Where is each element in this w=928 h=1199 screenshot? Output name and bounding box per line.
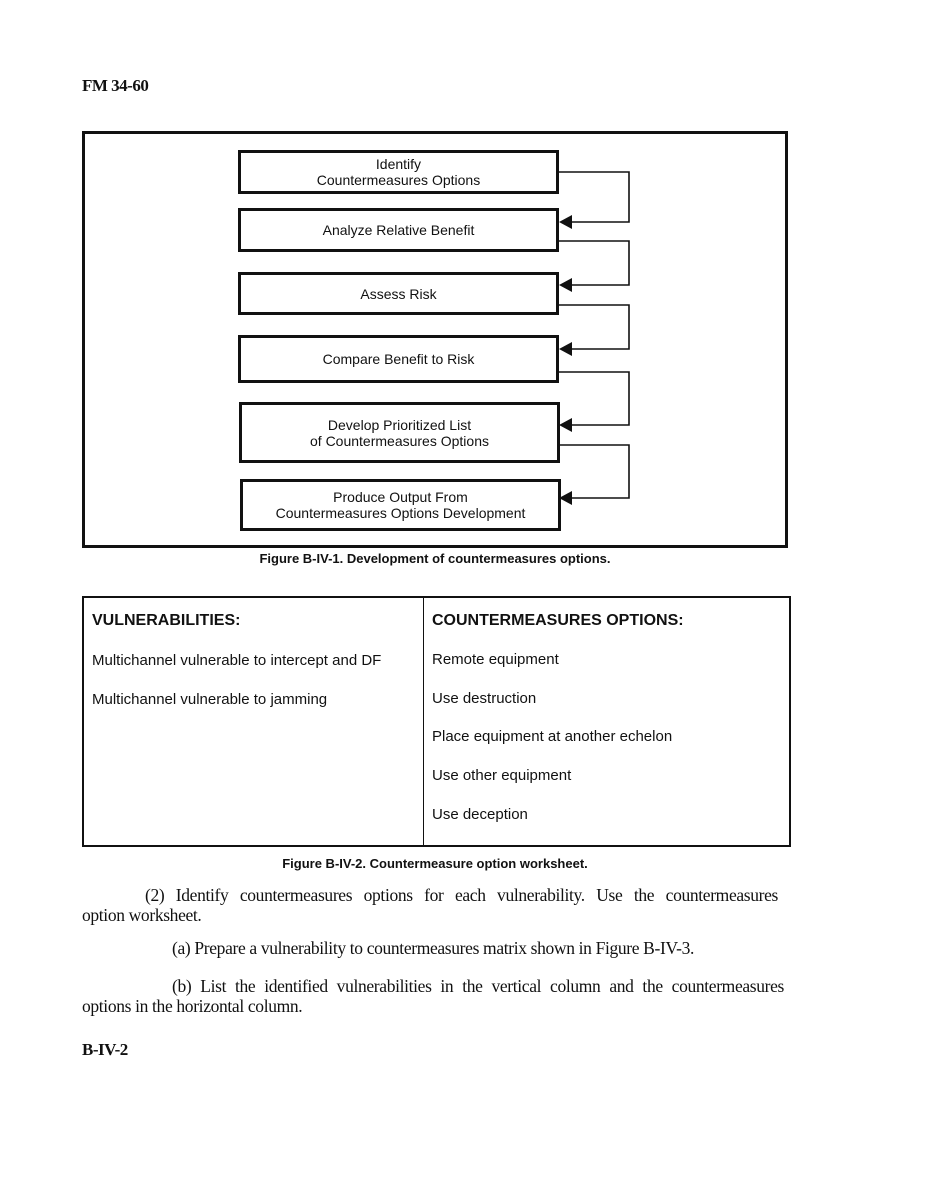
option-item: Remote equipment [432,651,559,668]
connector-5-6 [559,445,629,498]
countermeasures-options-header: COUNTERMEASURES OPTIONS: [432,612,684,629]
countermeasure-worksheet-table [82,596,791,847]
step-identify-options: Identify Countermeasures Options [238,150,559,194]
figure-1-caption: Figure B-IV-1. Development of countermeasures options. [259,551,611,566]
step-assess-risk: Assess Risk [238,272,559,315]
arrowhead-icon [559,215,572,229]
vulnerability-item: Multichannel vulnerable to intercept and DF [92,652,382,669]
arrowhead-icon [559,342,572,356]
vulnerability-item: Multichannel vulnerable to jamming [92,691,328,708]
page-number-footer: B-IV-2 [82,1040,128,1059]
arrowhead-icon [559,418,572,432]
step-compare-benefit-risk: Compare Benefit to Risk [238,335,559,383]
option-item: Use destruction [432,690,537,707]
option-item: Place equipment at another echelon [432,728,673,745]
figure-2-caption: Figure B-IV-2. Countermeasure option worksheet. [282,856,588,871]
document-id-header: FM 34-60 [82,76,149,95]
vulnerabilities-header: VULNERABILITIES: [92,612,241,629]
step-develop-prioritized-list: Develop Prioritized List of Countermeasures Options [239,402,560,463]
paragraph-b-line-1: (b) List the identified vulnerabilities in the vertical column and the countermeasures [172,976,784,996]
connector-1-2 [559,172,629,222]
step-produce-output: Produce Output From Countermeasures Options Development [240,479,561,531]
paragraph-2-line-2: option worksheet. [82,905,202,925]
arrowhead-icon [559,278,572,292]
connector-3-4 [559,305,629,349]
step-analyze-benefit: Analyze Relative Benefit [238,208,559,252]
paragraph-b-line-2: options in the horizontal column. [82,996,303,1016]
option-item: Use deception [432,806,528,823]
paragraph-2-line-1: (2) Identify countermeasures options for each vulnerability. Use the countermeasures [145,885,778,905]
paragraph-a: (a) Prepare a vulnerability to countermeasures matrix shown in Figure B-IV-3. [172,938,695,958]
column-divider [423,598,424,845]
connector-4-5 [559,372,629,425]
connector-2-3 [559,241,629,285]
option-item: Use other equipment [432,767,572,784]
